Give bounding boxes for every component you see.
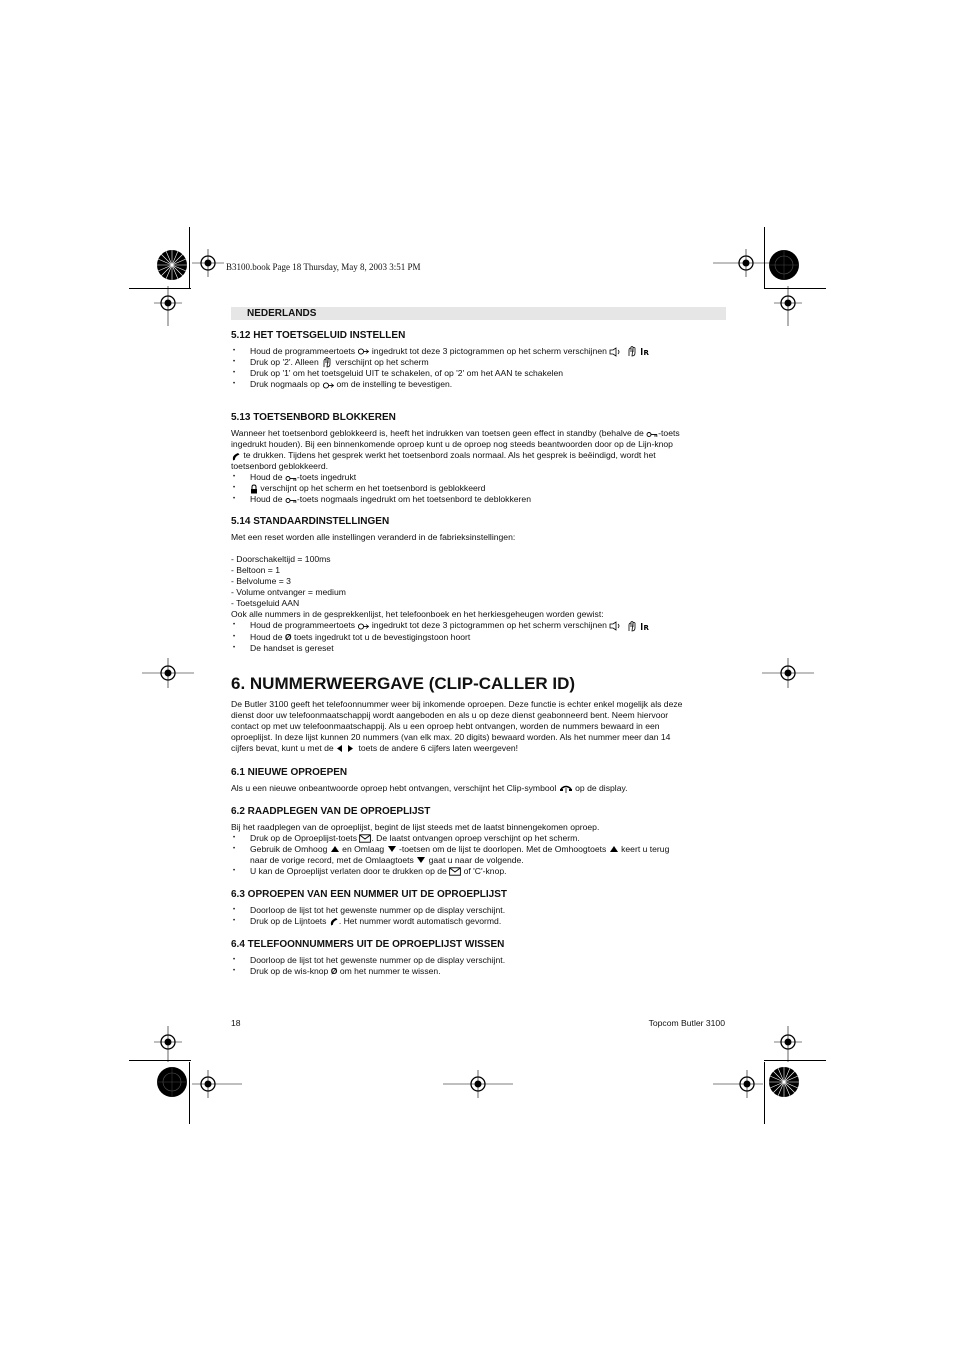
envelope-icon: [449, 867, 461, 876]
list-item: • Houd de -toets nogmaals ingedrukt om het toetsenbord te deblokkeren: [231, 494, 726, 505]
list-item: • Gebruik de Omhoog en Omlaag -toetsen om de lijst te doorlopen. Met de Omhoogtoets keert u terug naar de vorige record, met de Omlaagtoets gaat u naar de volgende.: [231, 844, 726, 866]
program-key-icon: [357, 347, 369, 356]
registration-mark-icon: [154, 286, 182, 326]
section-title-6-3: 6.3 OPROEPEN VAN EEN NUMMER UIT DE OPROEPLIJST: [231, 888, 507, 900]
page-number: 18: [231, 1018, 241, 1028]
hand-icon: [626, 346, 638, 357]
section-title-5-13: 5.13 TOETSENBORD BLOKKEREN: [231, 412, 396, 424]
lr-icon: [640, 622, 652, 631]
section-title-5-14: 5.14 STANDAARDINSTELLINGEN: [231, 516, 390, 528]
footer-product: Topcom Butler 3100: [648, 1018, 725, 1028]
phone-icon: [231, 452, 241, 461]
list-item: • verschijnt op het scherm en het toetsenbord is geblokkeerd: [231, 483, 726, 494]
defaults-list: [231, 554, 726, 609]
starburst-mark-icon: [768, 1066, 800, 1098]
list-item: • Druk op '1' om het toetsgeluid UIT te schakelen, of op '2' om het AAN te schakelen: [231, 368, 726, 379]
list-item: • Houd de Ø toets ingedrukt tot u de bevestigingstoon hoort: [231, 632, 726, 643]
section-title-6-4: 6.4 TELEFOONNUMMERS UIT DE OPROEPLIJST WISSEN: [231, 938, 505, 950]
program-key-icon: [357, 622, 369, 631]
default-item: - Toetsgeluid AAN: [231, 598, 300, 609]
list-5-14: [231, 620, 726, 653]
list-item: • Houd de programmeertoets ingedrukt tot deze 3 pictogrammen op het scherm verschijnen R: [231, 620, 726, 631]
starburst-mark-icon: [156, 1066, 188, 1098]
hand-icon: [626, 621, 638, 632]
phone-icon: [329, 917, 339, 926]
envelope-icon: [359, 834, 371, 843]
list-6-2: [231, 833, 726, 877]
speaker-icon: [609, 347, 623, 357]
list-item: • Druk op de Lijntoets . Het nummer wordt automatisch gevormd.: [231, 916, 726, 927]
svg-text:R: R: [643, 623, 649, 631]
list-6-4: [231, 955, 726, 977]
section-label: NEDERLANDS: [247, 308, 317, 319]
left-right-arrows-icon: [336, 744, 356, 753]
intro-6-2: Bij het raadplegen van de oproeplijst, begint de lijst steeds met de laatst binnengekomen oproep.: [231, 821, 600, 832]
list-item: • Houd de programmeertoets ingedrukt tot deze 3 pictogrammen op het scherm verschijnen R: [231, 346, 726, 357]
registration-mark-icon: [762, 658, 814, 688]
section-title-6-1: 6.1 NIEUWE OPROEPEN: [231, 766, 348, 778]
erase-symbol: Ø: [284, 631, 292, 642]
up-arrow-icon: [609, 845, 619, 853]
list-item: • Doorloop de lijst tot het gewenste nummer op de display verschijnt.: [231, 955, 726, 966]
hand-icon: [321, 357, 333, 368]
program-key-icon: [322, 381, 334, 390]
clip-icon: [559, 784, 573, 793]
chapter-title: 6. NUMMERWEERGAVE (CLIP-CALLER ID): [231, 673, 576, 693]
lr-icon: [640, 347, 652, 356]
registration-mark-icon: [713, 1070, 763, 1098]
paragraph-5-13: Wanneer het toetsenbord geblokkeerd is, heeft het indrukken van toetsen geen effect in standby (behalve de -toets ingedrukt houden). Bij een binnenkomende oproep kunt u de oproep nog steeds beantwoorden door op de Lijn-knop te drukken. Tijdens het gesprek werkt het toetsenbord zoals normaal. Als het gesprek is beëindigd, wordt het toetsenbord geblokkeerd.: [231, 428, 680, 472]
key-icon: [646, 431, 658, 438]
list-5-12: [231, 346, 726, 390]
list-item: • De handset is gereset: [231, 643, 726, 654]
section-title-5-12: 5.12 HET TOETSGELUID INSTELLEN: [231, 330, 406, 341]
registration-mark-icon: [774, 286, 802, 326]
lock-icon: [250, 484, 258, 494]
list-item: • Druk op de wis-knop Ø om het nummer te wissen.: [231, 966, 726, 977]
registration-mark-icon: [142, 658, 194, 688]
key-icon: [285, 497, 297, 504]
list-item: • Druk op '2'. Alleen verschijnt op het scherm: [231, 357, 726, 368]
list-item: • U kan de Oproeplijst verlaten door te drukken op de of 'C'-knop.: [231, 866, 726, 877]
up-arrow-icon: [330, 845, 340, 853]
starburst-mark-icon: [156, 249, 188, 281]
default-item: - Doorschakeltijd = 100ms: [231, 554, 331, 565]
registration-mark-icon: [443, 1070, 513, 1098]
speaker-icon: [609, 621, 623, 631]
registration-mark-icon: [192, 249, 224, 277]
book-info: B3100.book Page 18 Thursday, May 8, 2003 3:51 PM: [226, 262, 421, 272]
key-icon: [285, 475, 297, 482]
note-5-14: Ook alle nummers in de gesprekkenlijst, het telefoonboek en het herkiesgeheugen worden gewist:: [231, 609, 604, 620]
list-5-13: [231, 472, 726, 505]
language-section-bar: [231, 307, 726, 320]
paragraph-6-1: Als u een nieuwe onbeantwoorde oproep hebt ontvangen, verschijnt het Clip-symbool op de display.: [231, 782, 628, 793]
section-title-6-2: 6.2 RAADPLEGEN VAN DE OPROEPLIJST: [231, 805, 431, 817]
paragraph-6: De Butler 3100 geeft het telefoonnummer weer bij inkomende oproepen. Deze functie is echter enkel mogelijk als deze dienst door uw telefoonmaatschappij wordt aangeboden en als u op deze dienst geabonneerd bent. Neem hiervoor contact op met uw telefoonmaatschappij. Als u een oproep hebt ontvangen, worden de nummers bewaard in een oproeplijst. In deze lijst kunnen 20 nummers (van elk max. 20 digits) bewaard worden. Als het nummer meer dan 14 cijfers bevat, kunt u met de toets de andere 6 cijfers laten weergeven!: [231, 698, 683, 753]
intro-5-14: Met een reset worden alle instellingen veranderd in de fabrieksinstellingen:: [231, 532, 516, 543]
registration-mark-icon: [154, 1026, 182, 1062]
list-item: • Druk op de Oproeplijst-toets . De laatst ontvangen oproep verschijnt op het scherm.: [231, 833, 726, 844]
default-item: - Belvolume = 3: [231, 576, 291, 587]
default-item: - Beltoon = 1: [231, 565, 280, 576]
list-6-3: [231, 905, 726, 927]
registration-mark-icon: [774, 1026, 802, 1062]
down-arrow-icon: [387, 845, 397, 853]
default-item: - Volume ontvanger = medium: [231, 587, 346, 598]
erase-symbol: Ø: [330, 965, 338, 976]
svg-text:R: R: [643, 349, 649, 357]
registration-mark-icon: [192, 1070, 242, 1098]
registration-mark-icon: [713, 249, 779, 277]
list-item: • Houd de -toets ingedrukt: [231, 472, 726, 483]
down-arrow-icon: [416, 856, 426, 864]
document-body: [231, 329, 726, 977]
list-item: • Druk nogmaals op om de instelling te bevestigen.: [231, 379, 726, 390]
list-item: • Doorloop de lijst tot het gewenste nummer op de display verschijnt.: [231, 905, 726, 916]
